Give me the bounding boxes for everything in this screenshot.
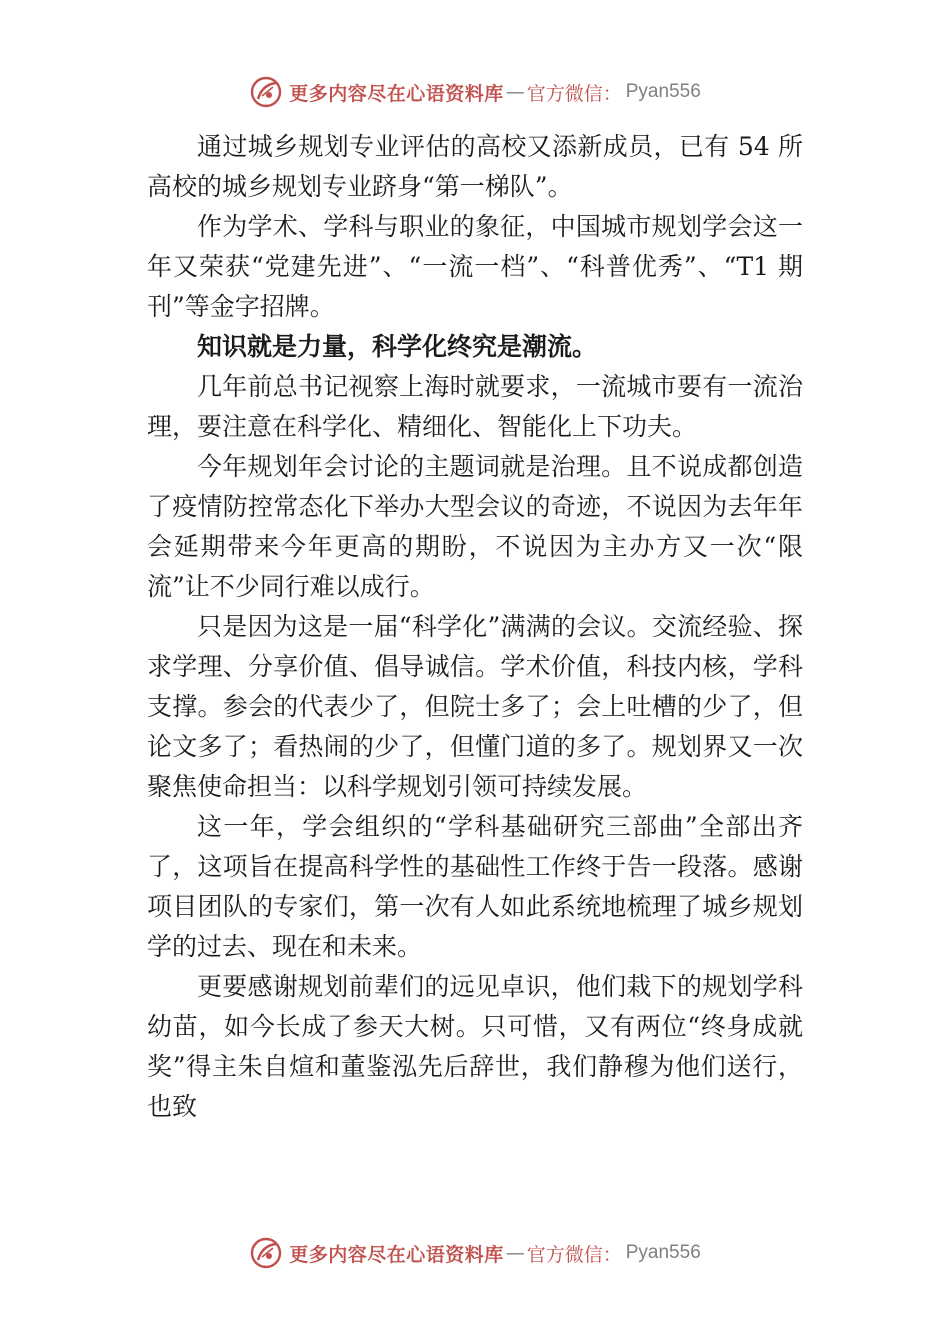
brand-text: 更多内容尽在心语资料库	[289, 1243, 504, 1266]
banner-separator: —	[505, 81, 525, 103]
paragraph: 几年前总书记视察上海时就要求，一流城市要有一流治理，要注意在科学化、精细化、智能化上下功夫。	[147, 372, 803, 441]
paragraph: 只是因为这是一届“科学化”满满的会议。交流经验、探求学理、分享价值、倡导诚信。学术价值，科技内核，学科支撑。参会的代表少了，但院士多了；会上吐槽的少了，但论文多了；看热闹的少了，但懂门道的多了。规划界又一次聚焦使命担当：以科学规划引领可持续发展。	[147, 612, 803, 801]
banner-separator: —	[505, 1242, 525, 1264]
wechat-label: 官方微信：	[526, 1243, 622, 1266]
paragraph: 通过城乡规划专业评估的高校又添新成员，已有 54 所高校的城乡规划专业跻身“第一梯队”。	[147, 132, 803, 201]
wechat-id: Pyan556	[625, 81, 701, 102]
footer-banner	[0, 1233, 950, 1273]
paragraph: 这一年，学会组织的“学科基础研究三部曲”全部出齐了，这项旨在提高科学性的基础性工作终于告一段落。感谢项目团队的专家们，第一次有人如此系统地梳理了城乡规划学的过去、现在和未来。	[147, 812, 803, 961]
paragraph: 作为学术、学科与职业的象征，中国城市规划学会这一年又荣获“党建先进”、“一流一档”、“科普优秀”、“T1 期刊”等金字招牌。	[147, 212, 803, 321]
wechat-id: Pyan556	[625, 1242, 701, 1263]
header-banner	[0, 72, 950, 112]
bold-heading-paragraph: 知识就是力量，科学化终究是潮流。	[197, 332, 598, 361]
hand-lens-logo-icon	[249, 75, 283, 109]
hand-lens-logo-icon	[249, 1236, 283, 1270]
wechat-label: 官方微信：	[526, 82, 622, 105]
paragraph: 今年规划年会讨论的主题词就是治理。且不说成都创造了疫情防控常态化下举办大型会议的奇迹，不说因为去年年会延期带来今年更高的期盼，不说因为主办方又一次“限流”让不少同行难以成行。	[147, 452, 803, 601]
brand-text: 更多内容尽在心语资料库	[289, 82, 504, 105]
document-body	[147, 127, 803, 1127]
paragraph: 更要感谢规划前辈们的远见卓识，他们栽下的规划学科幼苗，如今长成了参天大树。只可惜，又有两位“终身成就奖”得主朱自煊和董鉴泓先后辞世，我们静穆为他们送行，也致	[147, 972, 803, 1121]
